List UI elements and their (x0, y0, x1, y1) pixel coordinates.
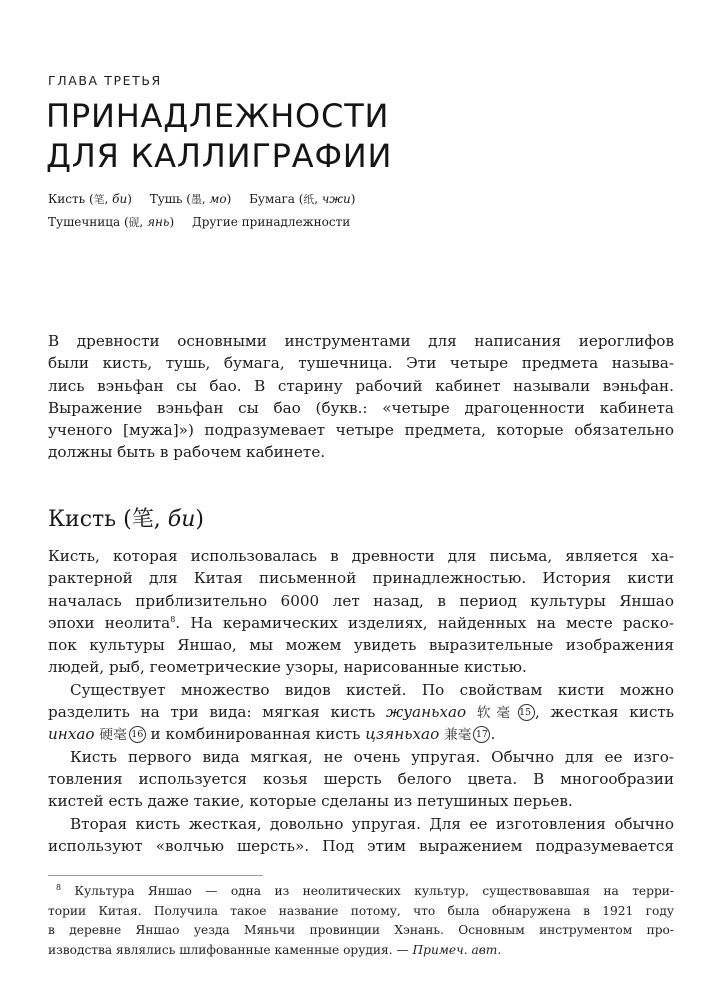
toc-item-pinyin: янь (147, 215, 170, 229)
toc-item-inkstone: Тушечница (砚, янь) (48, 215, 175, 229)
text-line: Выражение вэньфан сы бао (букв.: «четыре драгоценности кабинета (48, 398, 674, 417)
text-line: пок культуры Яншао, мы можем увидеть выразительные изображения (48, 636, 674, 655)
text-line: лись вэньфан сы бао. В старину рабочий кабинет называли вэньфан. (48, 376, 674, 395)
toc-item-other: Другие принадлежности (191, 215, 351, 229)
chapter-contents (48, 188, 369, 234)
text-line: началась приблизительно 6000 лет назад, в период культуры Яншао (48, 591, 674, 610)
toc-item-hanzi: 砚 (128, 216, 140, 229)
chapter-title (46, 96, 392, 176)
text-line: Кисть, которая использовалась в древности для письма, является ха- (48, 547, 674, 565)
text-line: товления используется козья шерсть белого цвета. В многообразии (48, 769, 674, 788)
section-heading-pinyin: би (167, 507, 196, 532)
text-line: людей, рыб, геометрические узоры, нарисованные кистью. (48, 658, 527, 677)
term-pinyin: жуаньхао (385, 703, 467, 722)
footnote-line (48, 941, 674, 961)
toc-item-pinyin: мо (209, 192, 227, 206)
text-line: ученого [мужа]») подразумевает четыре предмета, которые обязательно (48, 421, 674, 440)
section-heading-hanzi: 笔 (131, 507, 154, 532)
text-line: рактерной для Китая письменной принадлежностью. История кисти (48, 569, 674, 588)
text-run: . (490, 725, 496, 744)
term-hanzi: 兼毫 (444, 727, 472, 744)
footnote-attribution: Примеч. авт. (412, 942, 502, 957)
footnote-separator (48, 875, 263, 876)
text-line (48, 723, 674, 745)
text-line: Вторая кисть жесткая, довольно упругая. Для ее изготовления обычно (70, 814, 674, 833)
footnote-line: тории Китая. Получила такое название потому, что была обнаружена в 1921 году (48, 903, 674, 918)
toc-item-brush: Кисть (笔, би) (48, 192, 132, 206)
toc-item-name: Кисть (48, 192, 86, 206)
toc-item-ink: Тушь (墨, мо) (149, 192, 232, 206)
chapter-contents-row-1 (48, 188, 369, 211)
text-run: изводства являлись шлифованные каменные орудия. — (48, 942, 413, 957)
text-run: . На керамических изделиях, найденных на месте раско- (175, 613, 674, 632)
term-hanzi: 软毫 (476, 705, 516, 722)
footnote-marker: 8 (56, 882, 62, 892)
chapter-contents-row-2 (48, 211, 369, 234)
text-run: и комбинированная кисть (145, 725, 366, 744)
footnote-line: в деревне Яншао уезда Мяньчи провинции Хэнань. Основным инструментом про- (48, 923, 674, 938)
toc-item-hanzi: 笔 (93, 193, 105, 206)
section-body (48, 545, 674, 857)
toc-item-pinyin: би (112, 192, 128, 206)
text-line: используют «волчью шерсть». Под этим выражением подразумевается (48, 836, 674, 855)
footnote (48, 882, 674, 960)
chapter-title-line-2: ДЛЯ КАЛЛИГРАФИИ (46, 137, 393, 175)
term-pinyin: цзяньхао (365, 725, 440, 744)
toc-item-paper: Бумага (纸, чжи) (249, 192, 356, 206)
chapter-title-line-1: ПРИНАДЛЕЖНОСТИ (46, 97, 390, 135)
toc-item-name: Тушь (149, 192, 183, 206)
term-hanzi: 硬毫 (99, 727, 127, 744)
toc-item-name: Тушечница (48, 215, 121, 229)
text-line: были кисть, тушь, бумага, тушечница. Эти четыре предмета называ- (48, 354, 674, 373)
note-number-badge: 17 (473, 726, 490, 743)
intro-paragraph (48, 330, 674, 464)
text-line (48, 612, 674, 634)
text-run: Культура Яншао — одна из неолитических культур, существовавшая на терри- (61, 884, 674, 898)
section-heading-brush: Кисть (笔, би) (48, 507, 204, 532)
footnote-line (48, 882, 674, 902)
toc-item-hanzi: 墨 (190, 193, 202, 206)
toc-item-name: Бумага (249, 192, 295, 206)
text-line: Кисть первого вида мягкая, не очень упругая. Обычно для ее изго- (70, 747, 674, 766)
text-line: кистей есть даже такие, которые сделаны из петушиных перьев. (48, 792, 573, 811)
text-run: , жесткая кисть (534, 703, 675, 722)
text-run: эпохи неолита (48, 613, 171, 632)
text-line: должны быть в рабочем кабинете. (48, 443, 326, 462)
toc-item-pinyin: чжи (321, 192, 351, 206)
section-heading-name: Кисть (48, 507, 117, 532)
note-number-badge: 16 (129, 726, 146, 743)
footnote-ref: 8 (170, 614, 176, 624)
text-line (48, 701, 674, 723)
text-line: В древности основными инструментами для написания иероглифов (48, 332, 674, 350)
note-number-badge: 15 (518, 704, 535, 721)
text-run: разделить на три вида: мягкая кисть (48, 703, 386, 722)
term-pinyin: инхао (48, 725, 95, 744)
text-line: Существует множество видов кистей. По свойствам кисти можно (70, 680, 674, 699)
toc-item-hanzi: 纸 (303, 193, 315, 206)
chapter-label: ГЛАВА ТРЕТЬЯ (48, 73, 162, 88)
